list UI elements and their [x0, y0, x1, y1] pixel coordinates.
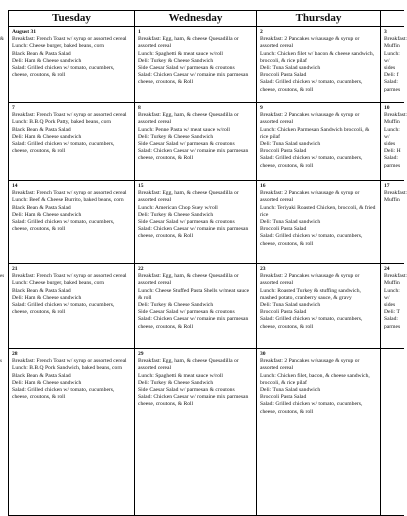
day-number: 24 [384, 266, 390, 272]
day-cell-fri [380, 264, 407, 349]
day-cell-thu [256, 181, 380, 264]
day-cell-wed [134, 349, 256, 516]
day-cell-fri [380, 103, 407, 181]
day-menu-text: Breakfast: French Toast w/ syrup or assorted cereal Lunch: Cheese burger, baked beans, corn Black Bean & Pasta Salad Deli: Ham & Cheese sandwich Salad: Grilled chicken w/ tomato, cucumbers, cheese, croutons, & roll [12, 273, 127, 316]
day-cell-wed [134, 181, 256, 264]
day-number: 22 [138, 266, 144, 272]
day-cell-tue [8, 181, 134, 264]
day-menu-text: Breakfast: Egg, ham, & cheese Quesadilla or assorted cereal Lunch: Spaghetti & meat sauce w/roll Deli: Turkey & Cheese Sandwich Side Caesar Salad w/ parmesan & croutons Salad: Chicken Caesar w/ romaine mix parmesan cheese, croutons, & Roll [138, 36, 249, 86]
day-menu-text: Breakfast: Muffin [384, 190, 407, 204]
day-menu-text: Breakfast: Egg, ham, & cheese Quesadilla or assorted cereal Lunch: Spaghetti & meat sauce w/roll Deli: Turkey & Cheese Sandwich Side Caesar Salad w/ parmesan & croutons Salad: Chicken Caesar w/ romaine mix parmesan cheese, croutons, & Roll [138, 358, 249, 408]
day-cell-thu [256, 349, 380, 516]
day-number: 21 [12, 266, 18, 272]
day-menu-text: Breakfast: Egg, ham, & cheese Quesadilla or assorted cereal Lunch: Cheese Stuffed Pasta Shells w/meat sauce & roll Deli: Turkey & Cheese Sandwich Side Caesar Salad w/ parmesan & croutons Salad: Chicken Caesar w/ romaine mix parmesan cheese, croutons, & Roll [138, 273, 250, 330]
day-cell-wed [134, 264, 256, 349]
day-number: 10 [384, 105, 390, 111]
day-menu-text: Breakfast: 2 Pancakes w/sausage & syrup or assorted cereal Lunch: Roasted Turkey & stuffing sandwich, mashed potato, cranberry sauce, & gravy Deli: Tuna Salad sandwich Broccoli Pasta Salad Salad: Grilled chicken w/ tomato, cucumbers, cheese, croutons, & roll [260, 273, 363, 330]
day-cell-tue [8, 103, 134, 181]
day-cell-fri [380, 181, 407, 264]
day-number: 14 [12, 183, 18, 189]
day-number: 2 [260, 29, 263, 35]
header-wednesday: Wednesday [134, 10, 256, 27]
day-number: 28 [12, 351, 18, 357]
day-menu-text: Breakfast: 2 Pancakes w/sausage & syrup or assorted cereal Lunch: Chicken filet w/ bacon & cheese sandwich, broccoli, & rice pilaf Deli: Tuna Salad sandwich Broccoli Pasta Salad Salad: Grilled chicken w/ tomato, cucumbers, cheese, croutons, & roll [260, 36, 375, 93]
day-number: 23 [260, 266, 266, 272]
day-number: 15 [138, 183, 144, 189]
day-menu-text: Breakfast: Muffin Lunch: w/ sides Deli: T Salad: parmes [384, 273, 407, 330]
day-number: 8 [138, 105, 141, 111]
day-number: August 31 [12, 29, 37, 35]
day-menu-text: Breakfast: Muffin Lunch: w/ sides Deli: f Salad: parmes [384, 36, 407, 93]
day-cell-thu [256, 103, 380, 181]
header-friday-partial [380, 10, 404, 27]
day-menu-text: Breakfast: French Toast w/ syrup or assorted cereal Lunch: B.B.Q Pork Sandwich, baked beans, corn Black Bean & Pasta Salad Deli: Ham & Cheese sandwich Salad: Grilled chicken w/ tomato, cucumbers, cheese, croutons, & roll [12, 358, 127, 401]
day-cell-tue [8, 27, 134, 103]
day-number: 16 [260, 183, 266, 189]
day-cell-tue [8, 264, 134, 349]
day-number: 30 [260, 351, 266, 357]
day-menu-text: Breakfast: 2 Pancakes w/sausage & syrup or assorted cereal Lunch: Chicken filet, bacon, & cheese sandwich, broccoli, & rice pilaf Deli: Tuna Salad sandwich Broccoli Pasta Salad Salad: Grilled chicken w/ tomato, cucumbers, cheese, croutons, & roll [260, 358, 370, 415]
day-number: 29 [138, 351, 144, 357]
day-menu-text: Breakfast: French Toast w/ syrup or assorted cereal Lunch: B.B.Q Pork Patty, baked beans, corn Black Bean & Pasta Salad Deli: Ham & Cheese sandwich Salad: Grilled chicken w/ tomato, cucumbers, cheese, croutons, & roll [12, 112, 127, 155]
header-thursday: Thursday [256, 10, 380, 27]
day-number: 17 [384, 183, 390, 189]
day-cell-thu [256, 27, 380, 103]
day-number: 3 [384, 29, 387, 35]
day-menu-text: Breakfast: French Toast w/ syrup or assorted cereal Lunch: Beef & Cheese Burrito, baked beans, corn Black Bean & Pasta Salad Deli: Ham & Cheese sandwich Salad: Grilled chicken w/ tomato, cucumbers, cheese, croutons, & roll [12, 190, 127, 233]
day-cell-fri [380, 27, 407, 103]
day-number: 7 [12, 105, 15, 111]
header-tuesday: Tuesday [8, 10, 134, 27]
day-menu-text: Breakfast: 2 Pancakes w/sausage & syrup or assorted cereal Lunch: Teriyaki Roasted Chicken, broccoli, & fried rice Deli: Tuna Salad sandwich Broccoli Pasta Salad Salad: Grilled chicken w/ tomato, cucumbers, cheese, croutons, & roll [260, 190, 376, 247]
day-cell-wed [134, 27, 256, 103]
day-menu-text: Breakfast: Muffin Lunch: w/ sides Deli: H Salad: parmes [384, 112, 407, 169]
day-menu-text: Breakfast: Egg, ham, & cheese Quesadilla or assorted cereal Lunch: Penne Pasta w/ meat sauce w/roll Deli: Turkey & Cheese Sandwich Side Caesar Salad w/ parmesan & croutons Salad: Chicken Caesar w/ romaine mix parmesan cheese, croutons, & Roll [138, 112, 249, 162]
day-number: 9 [260, 105, 263, 111]
left-edge-mark: es [0, 274, 5, 279]
day-menu-text: Breakfast: 2 Pancakes w/sausage & syrup or assorted cereal Lunch: Chicken Parmesan Sandwich broccoli, & rice pilaf Deli: Tuna Salad sandwich Broccoli Pasta Salad Salad: Grilled chicken w/ tomato, cucumbers, cheese, croutons, & roll [260, 112, 370, 169]
day-menu-text: Breakfast: French Toast w/ syrup or assorted cereal Lunch: Cheese burger, baked beans, corn Black Bean & Pasta Salad Deli: Ham & Cheese sandwich Salad: Grilled chicken w/ tomato, cucumbers, cheese, croutons, & roll [12, 36, 127, 79]
day-menu-text: Breakfast: Egg, ham, & cheese Quesadilla or assorted cereal Lunch: American Chop Suey w/roll Deli: Turkey & Cheese Sandwich Side Caesar Salad w/ parmesan & croutons Salad: Chicken Caesar w/ romaine mix parmesan cheese, croutons, & Roll [138, 190, 249, 240]
day-cell-thu [256, 264, 380, 349]
day-number: 1 [138, 29, 141, 35]
day-cell-wed [134, 103, 256, 181]
day-cell-fri [380, 349, 404, 516]
left-edge-mark: s [0, 359, 2, 364]
day-cell-tue [8, 349, 134, 516]
left-edge-mark: & [0, 37, 4, 42]
